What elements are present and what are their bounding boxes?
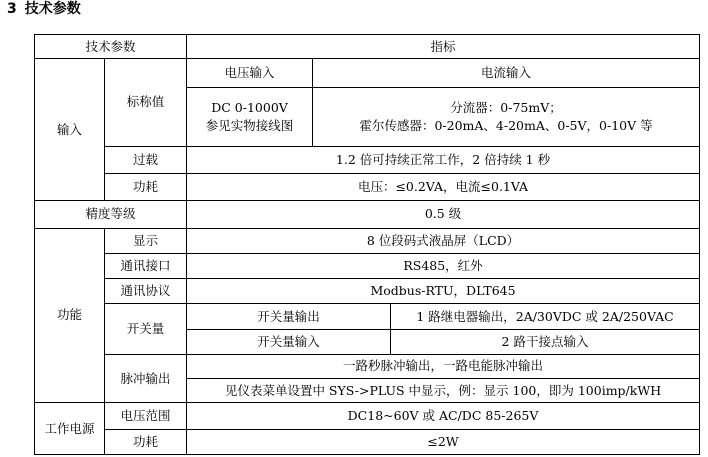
input-power-value: 电压：≤0.2VA，电流≤0.1VA [187,173,700,200]
overload-label: 过载 [105,146,187,173]
table-row [35,173,700,200]
overload-value: 1.2 倍可持续正常工作，2 倍持续 1 秒 [187,146,700,173]
accuracy-label: 精度等级 [35,201,187,228]
section-heading [7,0,81,18]
comm-protocol-label: 通讯协议 [105,279,187,304]
current-input-header: 电流输入 [313,59,700,87]
supply-label: 工作电源 [35,403,105,455]
table-row [35,59,700,87]
supply-voltage-label: 电压范围 [105,403,187,429]
switch-output-value: 1 路继电器输出，2A/30VDC 或 2A/250VAC [391,304,700,329]
voltage-input-value [187,87,313,146]
current-value-line-1: 分流器：0-75mV； [450,99,562,115]
table-row [35,201,700,228]
section-title: 技术参数 [24,1,81,17]
current-input-value [313,87,700,146]
switch-output-label: 开关量输出 [187,304,391,329]
comm-interface-value: RS485，红外 [187,253,700,278]
switch-input-label: 开关量输入 [187,329,391,354]
comm-interface-label: 通讯接口 [105,253,187,278]
header-spec: 指标 [187,35,700,59]
pulse-label: 脉冲输出 [105,354,187,402]
comm-protocol-value: Modbus-RTU，DLT645 [187,279,700,304]
current-value-line-2: 霍尔传感器：0-20mA、4-20mA、0-5V，0-10V 等 [359,117,653,133]
input-label: 输入 [35,59,105,201]
voltage-value-line-1: DC 0-1000V [211,99,288,115]
section-number: 3 [7,1,17,17]
pulse-value-2: 见仪表菜单设置中 SYS->PLUS 中显示，例：显示 100，即为 100imp/kWH [187,379,700,403]
table-row [35,304,700,329]
spec-table [34,34,700,455]
table-row [35,228,700,253]
pulse-value-1: 一路秒脉冲输出，一路电能脉冲输出 [187,354,700,378]
table-header-row [35,35,700,59]
table-row [35,354,700,378]
function-label: 功能 [35,228,105,403]
nominal-label: 标称值 [105,59,187,146]
switch-input-value: 2 路干接点输入 [391,329,700,354]
supply-power-label: 功耗 [105,429,187,454]
table-row [35,279,700,304]
table-row [35,429,700,454]
table-row [35,253,700,278]
display-value: 8 位段码式液晶屏（LCD） [187,228,700,253]
table-row [35,403,700,429]
switch-label: 开关量 [105,304,187,355]
accuracy-value: 0.5 级 [187,201,700,228]
display-label: 显示 [105,228,187,253]
table-row [35,146,700,173]
supply-voltage-value: DC18~60V 或 AC/DC 85-265V [187,403,700,429]
header-param: 技术参数 [35,35,187,59]
supply-power-value: ≤2W [187,429,700,454]
voltage-input-header: 电压输入 [187,59,313,87]
input-power-label: 功耗 [105,173,187,200]
voltage-value-line-2: 参见实物接线图 [205,117,294,133]
